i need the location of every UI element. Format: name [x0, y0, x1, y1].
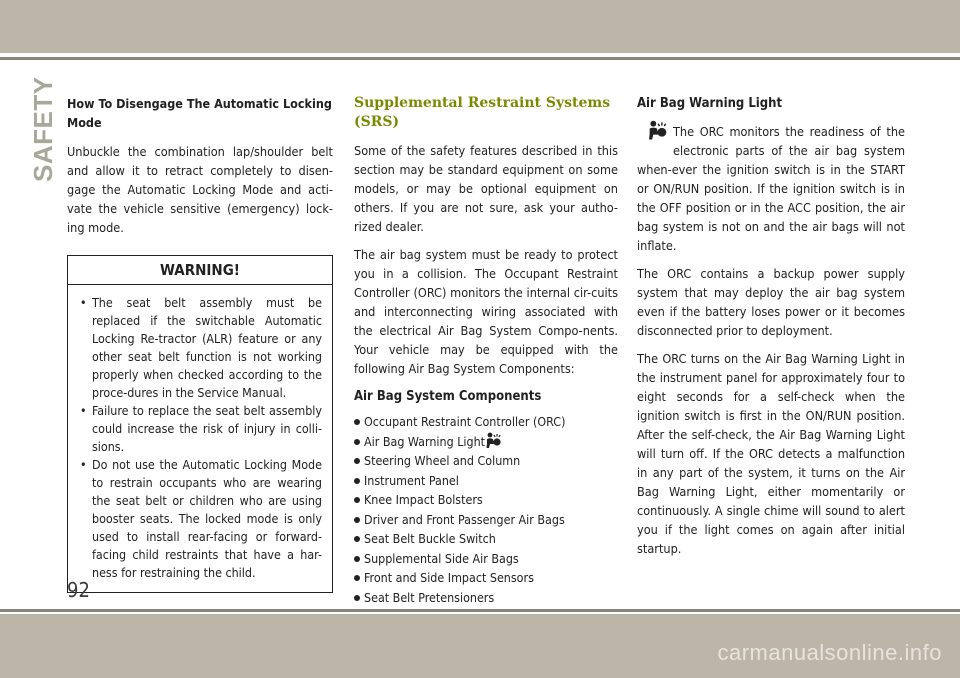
watermark: carmanualsonline.info: [717, 640, 942, 665]
warning-item: • Do not use the Automatic Locking Mode to restrain occupants who are wearing the seat belt or children who are using booster seats. The locked mode is only used to install rear-facing or forward-facing child restraints that have a har-ness for restraining the child.: [78, 456, 322, 582]
list-item: Seat Belt Buckle Switch: [354, 529, 618, 549]
list-item: Instrument Panel: [354, 471, 618, 491]
disengage-paragraph: Unbuckle the combination lap/shoulder belt and allow it to retract completely to disen-gage the Automatic Locking Mode and acti-vate the vehicle sensitive (emergency) lock-ing mode.: [67, 144, 333, 235]
srs-paragraph: The air bag system must be ready to protect you in a collision. The Occupant Restraint Controller (ORC) monitors the internal cir-cuits and interconnecting wiring associated with the electrical Air Bag System Compo-nents. Your vehicle may be equipped with the following Air Bag System Components:: [354, 247, 618, 376]
top-header-band: [0, 0, 960, 53]
bullet-dot: [354, 556, 360, 562]
list-item: Driver and Front Passenger Air Bags: [354, 510, 618, 530]
bullet-dot: [354, 439, 360, 445]
warning-light-heading: Air Bag Warning Light: [637, 96, 783, 111]
warning-item: • The seat belt assembly must be replaced if the switchable Automatic Locking Re-tractor (ALR) feature or any other seat belt function is not working properly when checked according to the proce-dures in the Service Manual.: [78, 294, 322, 402]
list-item: Steering Wheel and Column: [354, 451, 618, 471]
disengage-heading: How To Disengage The Automatic Locking Mode: [67, 96, 332, 130]
airbag-warning-icon: [647, 120, 667, 142]
list-item: Air Bag Warning Light: [354, 432, 618, 452]
list-item: Seat Belt Pretensioners: [354, 588, 618, 608]
warning-light-paragraph: The ORC contains a backup power supply system that may deploy the air bag system even if the battery loses power or it becomes disconnected prior to deployment.: [637, 266, 905, 338]
section-tab-label: SAFETY: [28, 76, 58, 182]
column-right: [637, 94, 905, 567]
warning-item: • Failure to replace the seat belt assembly could increase the risk of injury in colli-sions.: [78, 402, 322, 456]
warning-light-paragraph: The ORC monitors the readiness of the electronic parts of the air bag system when-ever the ignition switch is in the START or ON/RUN position. If the ignition switch is in the OFF position or in the ACC position, the air bag system is not on and the air bags will not inflate.: [637, 122, 905, 255]
list-item: Occupant Restraint Controller (ORC): [354, 412, 618, 432]
bottom-divider: [0, 609, 960, 612]
list-item: Front and Side Impact Sensors: [354, 568, 618, 588]
srs-heading: Supplemental Restraint Systems (SRS): [354, 95, 611, 130]
bullet-dot: [354, 517, 360, 523]
bullet-dot: [354, 595, 360, 601]
page-number: 92: [67, 578, 90, 602]
components-list: [354, 412, 618, 607]
warning-box: [67, 255, 333, 593]
bullet-dot: [354, 497, 360, 503]
components-subheading: Air Bag System Components: [354, 389, 542, 404]
bullet-dot: [354, 458, 360, 464]
srs-paragraph: Some of the safety features described in this section may be standard equipment on some models, or may be optional equipment on others. If you are not sure, ask your autho-rized dealer.: [354, 143, 618, 234]
list-item: Knee Impact Bolsters: [354, 490, 618, 510]
warning-light-paragraph: The ORC turns on the Air Bag Warning Light in the instrument panel for approximately four to eight seconds for a self-check when the ignition switch is first in the ON/RUN position. After the self-check, the Air Bag Warning Light will turn off. If the ORC detects a malfunction in any part of the system, it turns on the Air Bag Warning Light, either momentarily or continuously. A single chime will sound to alert you if the light comes on again after initial startup.: [637, 351, 905, 556]
section-tab: [28, 76, 58, 182]
airbag-warning-icon: [485, 432, 501, 450]
bullet-dot: [354, 419, 360, 425]
bullet-dot: [354, 536, 360, 542]
bullet-dot: [354, 575, 360, 581]
column-left: [67, 94, 333, 593]
warning-list: [68, 285, 332, 592]
list-item: Supplemental Side Air Bags: [354, 549, 618, 569]
bullet-dot: [354, 478, 360, 484]
top-divider: [0, 57, 960, 60]
warning-title: WARNING!: [68, 256, 332, 285]
column-middle: [354, 94, 618, 607]
